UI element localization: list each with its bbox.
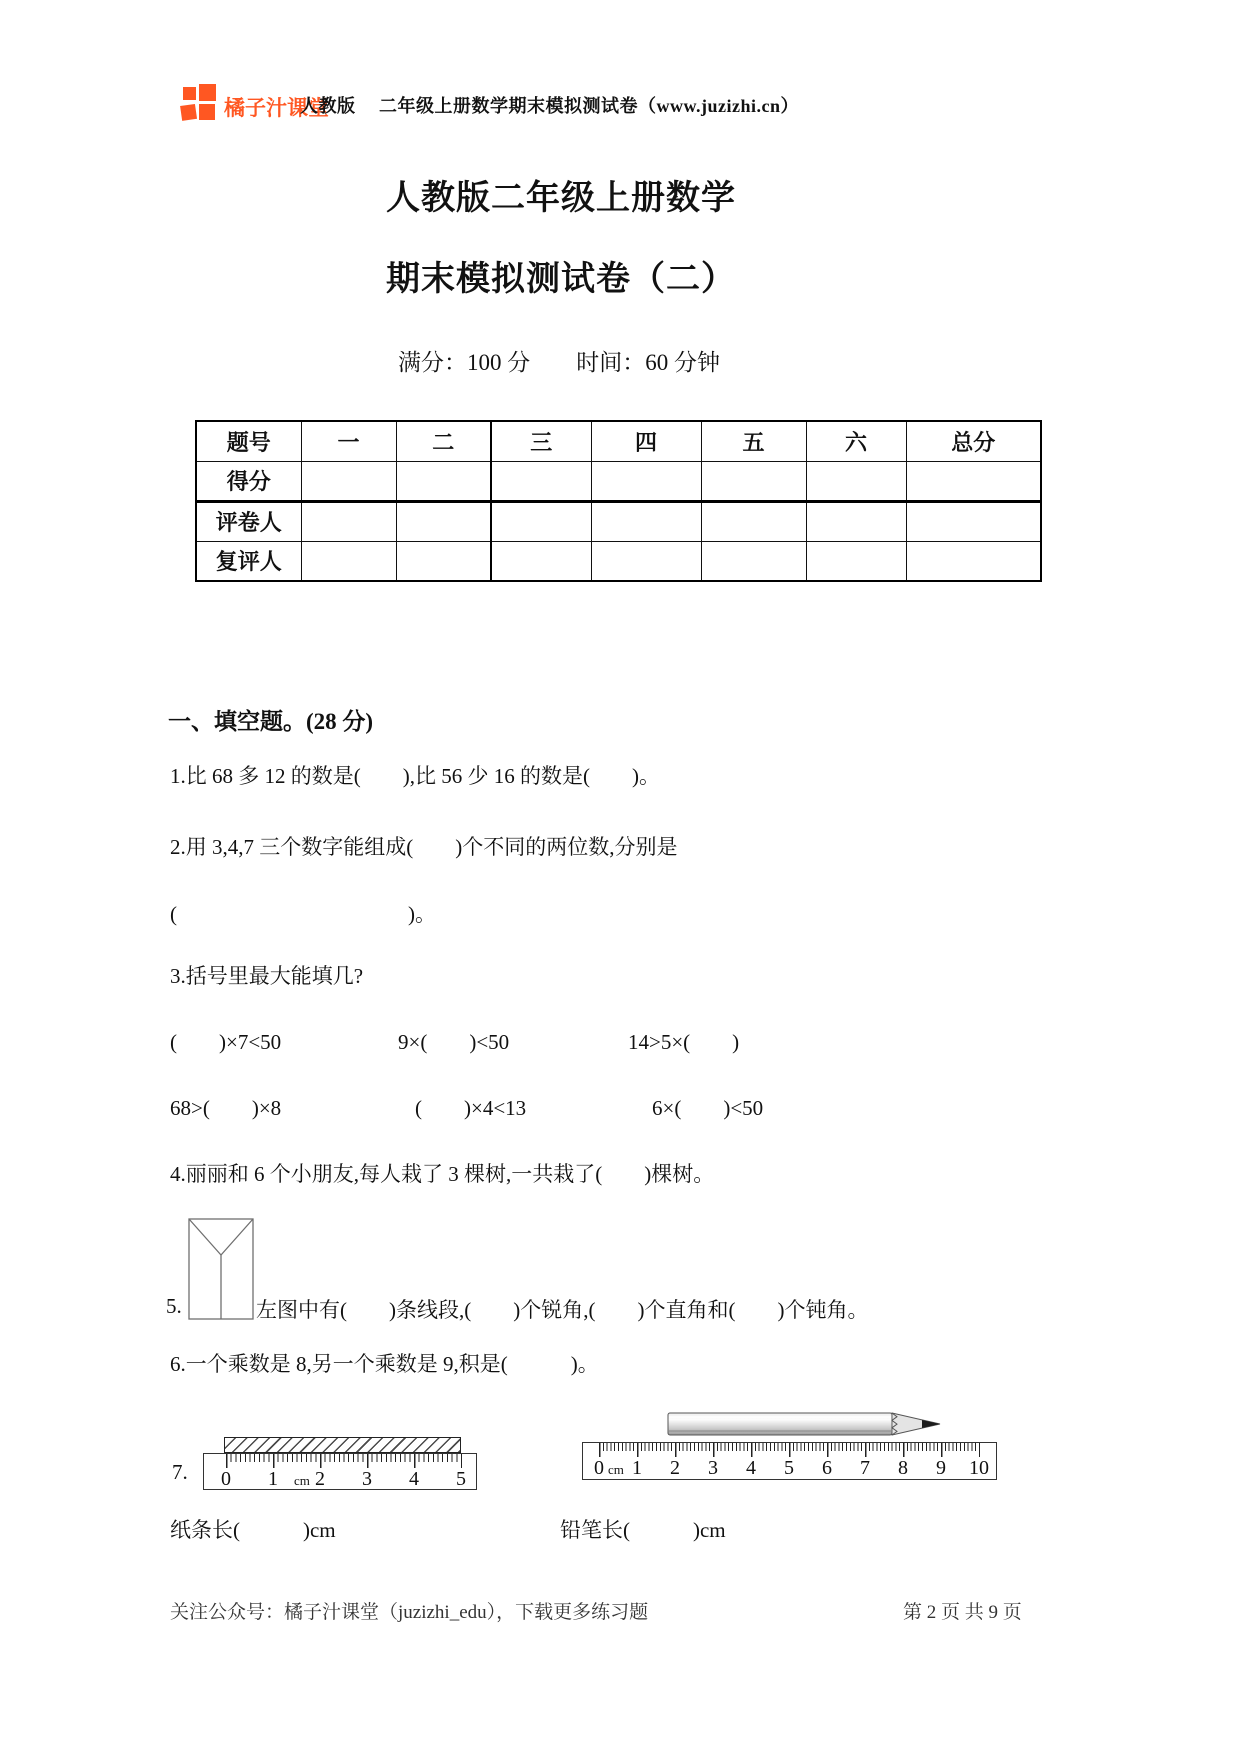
ruler-cm-ticks [226,1454,462,1468]
paper-strip-figure [224,1437,461,1453]
ruler-number-4: 4 [746,1457,756,1479]
q3-expression-6: 6×( )<50 [652,1096,764,1120]
score-table-label-cell: 题号 [196,421,301,461]
score-table-label-cell: 五 [701,421,806,461]
document-header-title: 人教版 二年级上册数学期末模拟测试卷（www.juzizhi.cn） [300,96,799,116]
score-table-label-cell: 得分 [196,461,301,501]
score-table-label-cell: 六 [806,421,906,461]
q5-geometry-figure [188,1218,254,1320]
score-table-label-cell: 三 [491,421,591,461]
score-table-empty-cell [301,541,396,581]
page-subtitle: 期末模拟测试卷（二） [386,261,736,298]
score-table-empty-cell [491,501,591,541]
ruler-number-1: 1 [268,1468,278,1490]
page-title: 人教版二年级上册数学 [386,180,736,217]
score-table-empty-cell [591,541,701,581]
ruler-number-3: 3 [708,1457,718,1479]
score-table-label-cell: 复评人 [196,541,301,581]
score-table-empty-cell [701,461,806,501]
pencil-figure [664,1408,954,1440]
ruler-unit-label: cm [608,1462,624,1477]
score-table-empty-cell [906,541,1041,581]
score-table [195,420,1042,582]
score-table-empty-cell [491,541,591,581]
score-table-empty-cell [591,461,701,501]
q3-expression-4: 68>( )×8 [170,1096,282,1120]
question-6: 6.一个乘数是 8,另一个乘数是 9,积是( )。 [170,1352,599,1376]
question-2-line1: 2.用 3,4,7 三个数字能组成( )个不同的两位数,分别是 [170,835,678,859]
score-table-empty-cell [301,461,396,501]
brand-logo-icon [180,84,218,122]
question-2-line2: ( )。 [170,902,436,926]
score-table-empty-cell [396,501,491,541]
ruler-number-4: 4 [409,1468,419,1490]
question-5: 左图中有( )条线段,( )个锐角,( )个直角和( )个钝角。 [256,1298,869,1322]
question-3: 3.括号里最大能填几? [170,964,364,988]
q3-expression-5: ( )×4<13 [415,1096,527,1120]
brand-name: 橘子汁课堂 [224,97,329,120]
page-number: 第 2 页 共 9 页 [903,1602,1022,1623]
ruler-number-0: 0 [594,1457,604,1479]
score-table-empty-cell [491,461,591,501]
ruler-number-3: 3 [362,1468,372,1490]
score-table-empty-cell [591,501,701,541]
ruler-number-9: 9 [936,1457,946,1479]
score-table-empty-cell [701,501,806,541]
q7-pencil-answer: 铅笔长( )cm [560,1518,726,1542]
q3-expression-2: 9×( )<50 [398,1030,510,1054]
score-table-body [196,421,1041,581]
score-table-header-row [196,421,1041,461]
ruler-number-5: 5 [784,1457,794,1479]
score-table-empty-cell [301,501,396,541]
score-table-empty-cell [906,501,1041,541]
score-table-row [196,461,1041,501]
score-table-empty-cell [701,541,806,581]
score-table-empty-cell [806,461,906,501]
score-table-row [196,541,1041,581]
ruler-number-7: 7 [860,1457,870,1479]
score-table-label-cell: 一 [301,421,396,461]
ruler-number-10: 10 [969,1457,989,1479]
question-4: 4.丽丽和 6 个小朋友,每人栽了 3 棵树,一共栽了( )棵树。 [170,1162,715,1186]
ruler-number-1: 1 [632,1457,642,1479]
exam-meta: 满分：100 分 时间：60 分钟 [398,350,720,375]
ruler-number-8: 8 [898,1457,908,1479]
score-table-empty-cell [806,541,906,581]
ruler-unit-label: cm [294,1473,310,1488]
q7-paper-answer: 纸条长( )cm [170,1518,336,1542]
score-table-label-cell: 四 [591,421,701,461]
ruler-number-2: 2 [315,1468,325,1490]
score-table-empty-cell [396,461,491,501]
question-5-number: 5. [166,1294,182,1318]
score-table-empty-cell [396,541,491,581]
ruler-number-0: 0 [221,1468,231,1490]
score-table-label-cell: 二 [396,421,491,461]
score-table-row [196,501,1041,541]
ruler-number-5: 5 [456,1468,466,1490]
pencil-ruler [582,1442,997,1480]
section-heading: 一、填空题。(28 分) [168,709,374,734]
q3-expression-1: ( )×7<50 [170,1030,282,1054]
question-1: 1.比 68 多 12 的数是( ),比 56 少 16 的数是( )。 [170,764,660,788]
score-table-label-cell: 评卷人 [196,501,301,541]
score-table-empty-cell [906,461,1041,501]
score-table-label-cell: 总分 [906,421,1041,461]
score-table-empty-cell [806,501,906,541]
ruler-number-6: 6 [822,1457,832,1479]
question-7-number: 7. [172,1460,188,1484]
paper-ruler [203,1453,477,1490]
footer-note: 关注公众号：橘子汁课堂（juzizhi_edu），下载更多练习题 [170,1602,649,1623]
ruler-cm-ticks [599,1443,980,1457]
q3-expression-3: 14>5×( ) [628,1030,740,1054]
ruler-number-2: 2 [670,1457,680,1479]
